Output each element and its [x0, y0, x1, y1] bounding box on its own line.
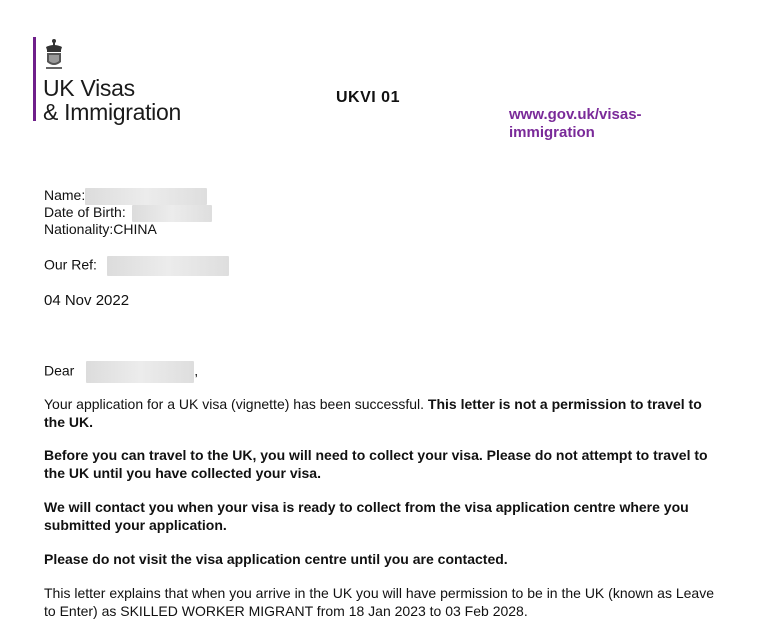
- name-row: [44, 187, 207, 205]
- org-name-line1: UK Visas: [43, 75, 135, 101]
- salutation: [44, 361, 198, 383]
- dob-redaction: [132, 205, 212, 222]
- salutation-comma: ,: [194, 362, 199, 379]
- paragraph-collect-visa: [44, 447, 724, 482]
- paragraph-contact-notice: [44, 499, 724, 534]
- royal-crest-icon: [42, 38, 66, 72]
- paragraph-4-bold: Please do not visit the visa application centre until you are contacted.: [44, 551, 508, 567]
- paragraph-2-bold: Before you can travel to the UK, you will need to collect your visa. Please do not attempt to travel to the UK until you have collected your visa.: [44, 447, 708, 481]
- recipient-redaction: [86, 361, 194, 383]
- paragraph-1-bold: This letter is not a permission to travel to the UK.: [44, 396, 702, 430]
- org-name-line2: & Immigration: [43, 99, 181, 125]
- nationality-value: CHINA: [113, 221, 157, 237]
- salutation-word: Dear: [44, 362, 75, 379]
- paragraph-application-result: [44, 396, 724, 431]
- name-label: Name:: [44, 187, 86, 203]
- dob-label: Date of Birth:: [44, 204, 126, 220]
- dob-row: [44, 204, 212, 222]
- nationality-row: [44, 221, 157, 238]
- reference-label: Our Ref:: [44, 256, 97, 273]
- website-line2[interactable]: immigration: [509, 124, 595, 141]
- document-code: UKVI 01: [336, 89, 400, 106]
- paragraph-leave-to-enter: This letter explains that when you arrive in the UK you will have permission to be in the UK (known as Leave to Enter) as SKILLED WORKER MIGRANT from 18 Jan 2023 to 03 Feb 2028.: [44, 585, 715, 619]
- paragraph-3-bold: We will contact you when your visa is ready to collect from the visa application centre where you submitted your application.: [44, 499, 689, 533]
- name-redaction: [85, 188, 207, 205]
- paragraph-1-text: Your application for a UK visa (vignette) has been successful.: [44, 396, 428, 412]
- paragraph-do-not-visit: [44, 551, 724, 569]
- reference-redaction: [107, 256, 229, 276]
- letter-date: 04 Nov 2022: [44, 292, 130, 309]
- nationality-label: Nationality:: [44, 221, 114, 237]
- reference-row: [44, 256, 229, 276]
- website-line1[interactable]: www.gov.uk/visas-: [509, 106, 642, 123]
- brand-bar: [33, 37, 36, 121]
- website-link[interactable]: [509, 106, 689, 142]
